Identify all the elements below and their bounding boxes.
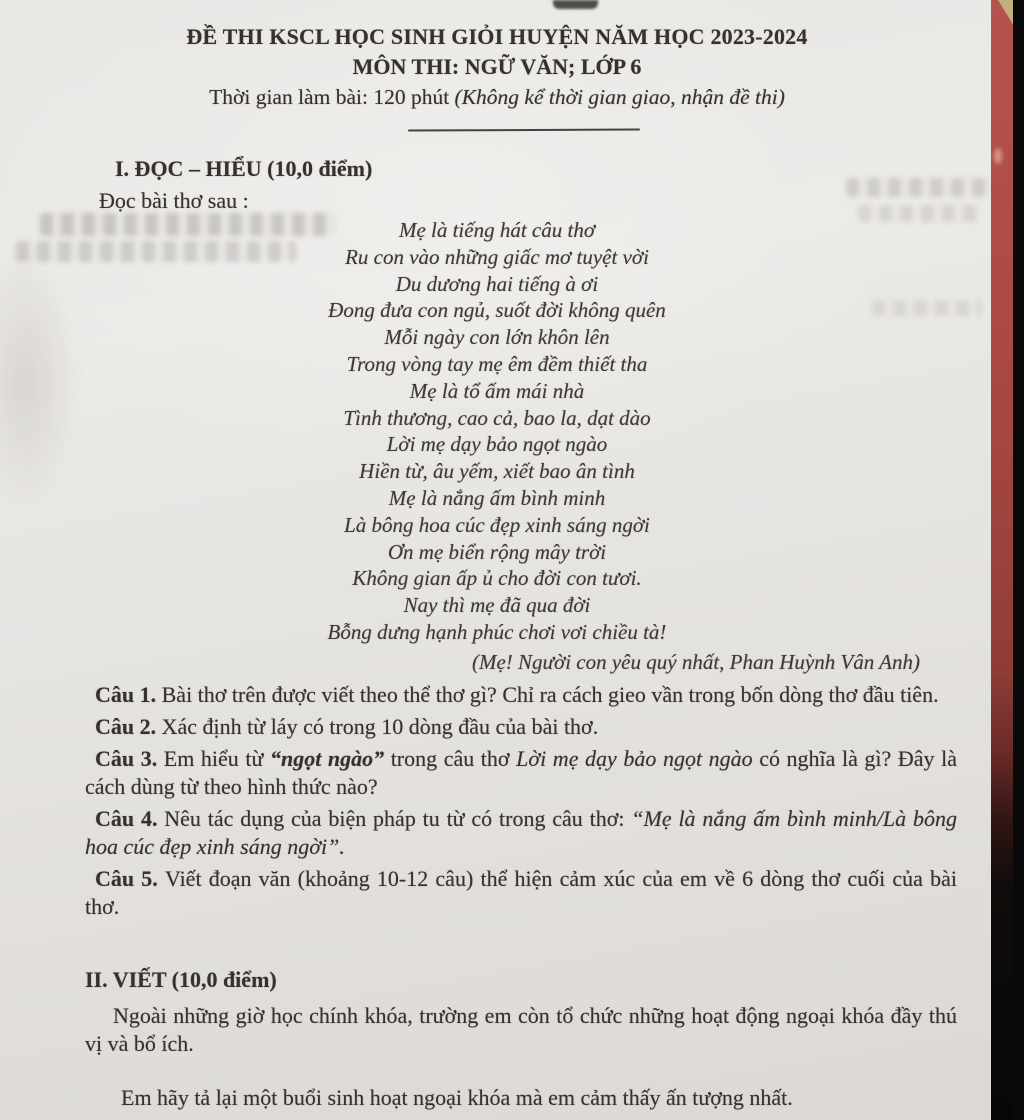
- poem-attribution: [0, 649, 994, 676]
- text-segment: Câu 3.: [95, 746, 164, 771]
- exam-duration: [0, 85, 994, 110]
- text-segment: Câu 4.: [95, 806, 165, 831]
- poem-line: Nay thì mẹ đã qua đời: [403, 593, 591, 618]
- text-segment: có nghĩa là gì? Đây là cách dùng từ theo hình thức nào?: [85, 746, 957, 799]
- section-1-heading: I. ĐỌC – HIỂU (10,0 điểm): [115, 156, 373, 181]
- poem-line: Lời mẹ dạy bảo ngọt ngào: [386, 432, 608, 457]
- text-segment: Câu 5.: [95, 866, 165, 891]
- text-segment: Lời mẹ dạy bảo ngọt ngào: [516, 746, 753, 771]
- exam-subject: MÔN THI: NGỮ VĂN; LỚP 6: [352, 54, 642, 79]
- question-3: [85, 745, 957, 801]
- text-segment: Bài thơ trên được viết theo thể thơ gì? Chỉ ra cách gieo vần trong bốn dòng thơ đầu tiên.: [161, 682, 939, 707]
- section-2: [85, 966, 957, 1112]
- text-segment: Nêu tác dụng của biện pháp tu từ có trong câu thơ:: [164, 806, 632, 831]
- writing-context: Ngoài những giờ học chính khóa, trường em còn tổ chức những hoạt động ngoại khóa đầy thú vị và bổ ích.: [85, 1003, 957, 1056]
- section-1-intro: Đọc bài thơ sau :: [99, 188, 249, 213]
- section-2-heading: II. VIẾT (10,0 điểm): [85, 967, 277, 992]
- question-5: [85, 865, 957, 921]
- text-segment: “ngọt ngào”: [269, 746, 385, 771]
- text-segment: Câu 1.: [95, 682, 162, 707]
- question-list: [85, 681, 957, 925]
- text-segment: Phan Huỳnh Vân Anh): [724, 649, 920, 674]
- exam-header: [0, 24, 994, 110]
- ghost-text-artifact: [846, 178, 994, 197]
- question-2: [85, 713, 957, 741]
- text-segment: (Mẹ! Người con yêu quý nhất,: [471, 649, 725, 674]
- text-segment: Câu 2.: [95, 714, 162, 739]
- header-divider-line: [408, 128, 640, 131]
- text-segment: “Mẹ là nắng ấm bình minh/Là bông hoa cúc đẹp xinh sáng ngời”.: [85, 806, 957, 859]
- question-4: [85, 805, 957, 861]
- poem-line: Du dương hai tiếng à ơi: [395, 271, 599, 296]
- black-background-edge: [1013, 0, 1024, 1120]
- poem-line: Ơn mẹ biển rộng mây trời: [387, 539, 607, 564]
- text-segment: Em hiểu từ: [163, 746, 270, 771]
- text-segment: Thời gian làm bài: 120 phút: [209, 85, 455, 109]
- question-1: [85, 681, 957, 709]
- writing-prompt: Em hãy tả lại một buổi sinh hoạt ngoại khóa mà em cảm thấy ấn tượng nhất.: [121, 1085, 793, 1110]
- poem-line: Mẹ là tiếng hát câu thơ: [398, 218, 596, 242]
- poem-line: Hiền từ, âu yếm, xiết bao ân tình: [359, 459, 635, 484]
- poem-line: Là bông hoa cúc đẹp xinh sáng ngời: [344, 512, 650, 537]
- text-segment: Xác định từ láy có trong 10 dòng đầu của bài thơ.: [161, 714, 599, 739]
- poem-line: Không gian ấp ủ cho đời con tươi.: [352, 566, 642, 591]
- poem-line: Mẹ là nắng ấm bình minh: [388, 485, 606, 510]
- text-segment: Viết đoạn văn (khoảng 10-12 câu) thể hiện cảm xúc của em về 6 dòng thơ cuối của bài thơ.: [85, 866, 958, 919]
- poem-line: Bỗng dưng hạnh phúc chơi vơi chiều tà!: [327, 619, 667, 644]
- red-book-edge: [991, 0, 1015, 1120]
- poem-line: Mẹ là tổ ấm mái nhà: [409, 378, 585, 403]
- poem: [0, 217, 994, 676]
- poem-line: Đong đưa con ngủ, suốt đời không quên: [328, 298, 666, 323]
- poem-line: Mỗi ngày con lớn khôn lên: [384, 325, 610, 350]
- text-segment: (Không kể thời gian giao, nhận đề thi): [454, 85, 785, 109]
- text-segment: trong câu thơ: [384, 746, 517, 771]
- poem-lines: [0, 217, 994, 646]
- poem-line: Trong vòng tay mẹ êm đềm thiết tha: [346, 351, 648, 376]
- dark-smudge-artifact: [553, 0, 598, 9]
- poem-line: Ru con vào những giấc mơ tuyệt vời: [345, 244, 649, 269]
- red-edge-highlight-artifact: [994, 148, 1002, 164]
- poem-line: Tình thương, cao cả, bao la, dạt dào: [343, 405, 651, 430]
- exam-title: ĐỀ THI KSCL HỌC SINH GIỎI HUYỆN NĂM HỌC 2023-2024: [186, 24, 808, 49]
